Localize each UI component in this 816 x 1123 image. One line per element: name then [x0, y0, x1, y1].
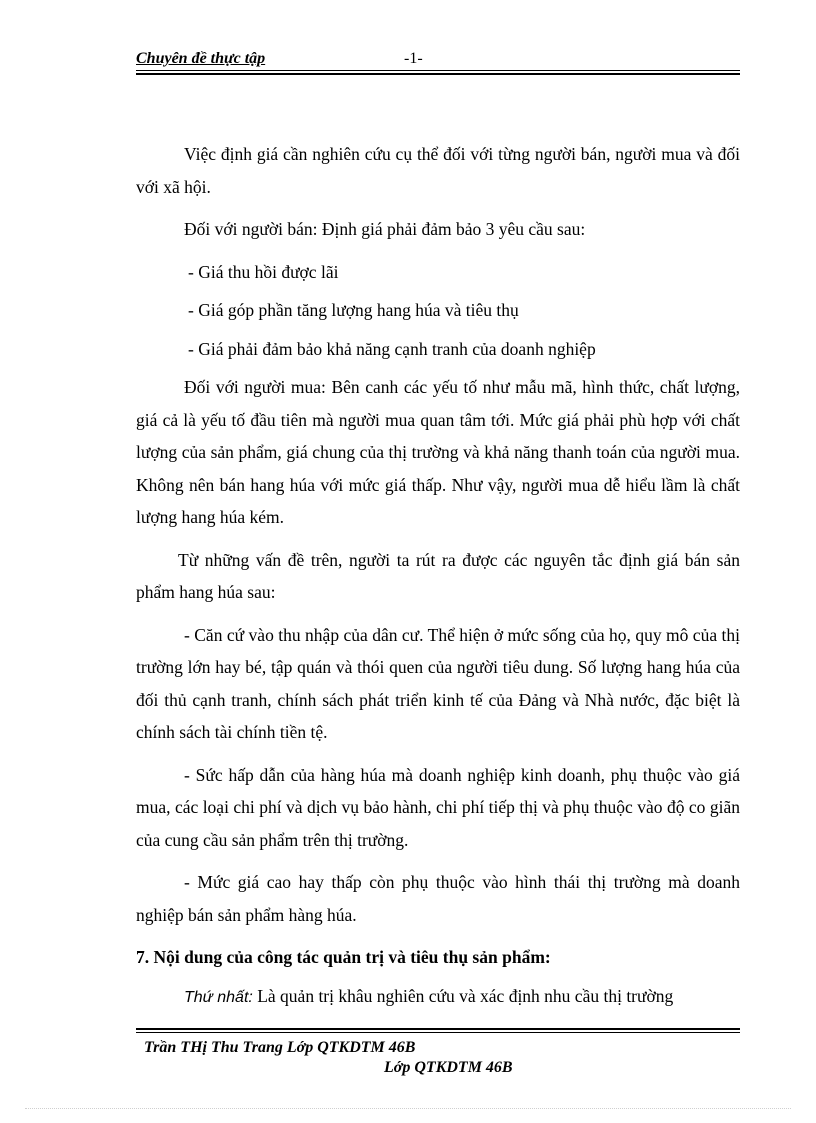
paragraph: - Sức hấp dẫn của hàng húa mà doanh nghiệp kinh doanh, phụ thuộc vào giá mua, các loại chi phí và dịch vụ bảo hành, chi phí tiếp thị và phụ thuộc vào độ co giãn của cung cầu sản phẩm trên thị trường.: [136, 764, 740, 850]
page-border-dotted: [25, 1108, 791, 1109]
list-item: - Giá góp phần tăng lượng hang húa và tiêu thụ: [188, 300, 519, 320]
lead-label: Thứ nhất:: [184, 988, 253, 1006]
paragraph: [136, 980, 740, 1015]
footer-author: Trần THị Thu Trang Lớp QTKDTM 46B: [144, 1039, 416, 1056]
paragraph: Từ những vấn đề trên, người ta rút ra được các nguyên tắc định giá bán sản phẩm hang húa sau:: [136, 549, 740, 602]
page-number: -1-: [404, 50, 423, 67]
footer-rule-thin: [136, 1032, 740, 1033]
document-body: [136, 138, 740, 1024]
footer-rule-thick: [136, 1028, 740, 1030]
paragraph: - Căn cứ vào thu nhập của dân cư. Thể hiện ở mức sống của họ, quy mô của thị trường lớn hay bé, tập quán và thói quen của người tiêu dung. Số lượng hang húa của đối thủ cạnh tranh, chính sách phát triển kinh tế của Đảng và Nhà nước, đặc biệt là chính sách tài chính tiền tệ.: [136, 624, 740, 742]
page-footer: [144, 1038, 513, 1078]
paragraph: Việc định giá cần nghiên cứu cụ thể đối với từng người bán, người mua và đối với xã hội.: [136, 144, 740, 197]
list-item: - Giá phải đảm bảo khả năng cạnh tranh của doanh nghiệp: [188, 338, 596, 359]
header-rule-thick: [136, 73, 740, 75]
lead-text: Là quản trị khâu nghiên cứu và xác định nhu cầu thị trường: [252, 985, 674, 1006]
paragraph: Đối với người mua: Bên canh các yếu tố như mẫu mã, hình thức, chất lượng, giá cả là yếu tố đầu tiên mà người mua quan tâm tới. Mức giá phải phù hợp với chất lượng của sản phẩm, giá chung của thị trường và khả năng thanh toán của người mua. Không nên bán hang húa với mức giá thấp. Như vậy, người mua dễ hiểu lầm là chất lượng hang húa kém.: [136, 377, 740, 527]
header-rule-thin: [136, 70, 740, 71]
section-heading: 7. Nội dung của công tác quản trị và tiêu thụ sản phẩm:: [136, 947, 551, 967]
paragraph: Đối với người bán: Định giá phải đảm bảo 3 yêu cầu sau:: [184, 219, 586, 239]
footer-class: Lớp QTKDTM 46B: [384, 1059, 513, 1076]
header-title: Chuyên đề thực tập: [136, 50, 266, 67]
list-item: - Giá thu hồi được lãi: [188, 261, 339, 282]
paragraph: - Mức giá cao hay thấp còn phụ thuộc vào hình thái thị trường mà doanh nghiệp bán sản phẩm hàng húa.: [136, 872, 740, 925]
